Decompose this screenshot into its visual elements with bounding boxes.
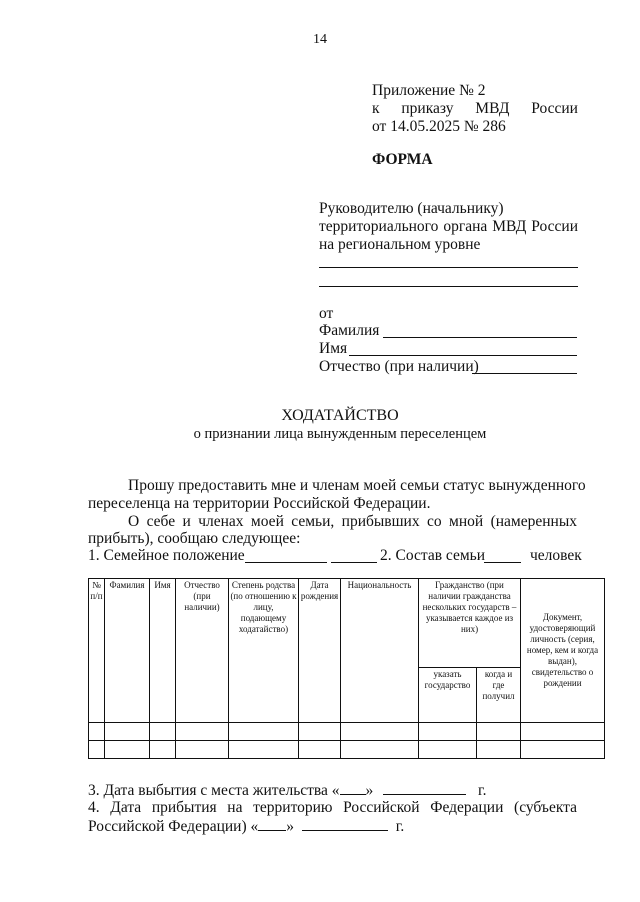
addressee-line-1: Руководителю (начальнику) [319,200,504,217]
table-cell[interactable] [341,741,419,759]
table-cell[interactable] [521,723,605,741]
family-size-label: 2. Состав семьи [380,547,486,564]
patronymic-field[interactable] [472,373,577,374]
arrival-day-field[interactable] [258,817,286,831]
departure-day-field[interactable] [340,781,366,795]
document-subtitle: о признании лица вынужденным переселенцем [193,426,487,442]
table-cell[interactable] [229,741,299,759]
table-cell[interactable] [477,741,521,759]
table-cell[interactable] [229,723,299,741]
header-document: Документ, удостоверяющий личность (серия, номер, кем и когда выдан), свидетельство о рождении [521,579,605,723]
header-surname: Фамилия [105,579,150,723]
addressee-blank-line-2[interactable] [319,286,578,287]
table-cell[interactable] [521,741,605,759]
header-name: Имя [150,579,176,723]
arrival-date-label: Российской Федерации) « [88,818,259,835]
table-cell[interactable] [150,723,176,741]
header-number: № п/п [89,579,105,723]
table-cell[interactable] [89,741,105,759]
table-cell[interactable] [89,723,105,741]
table-cell[interactable] [176,723,229,741]
name-label: Имя [319,340,348,357]
header-relation: Степень родства (по отношению к лицу, подающему ходатайство) [229,579,299,723]
form-label: ФОРМА [372,151,433,168]
arrival-year-suffix: г. [395,818,405,835]
arrival-date-line-1: 4. Дата прибытия на территорию Российской Федерации (субъекта [88,799,577,816]
table-cell[interactable] [299,741,341,759]
patronymic-label: Отчество (при наличии) [319,358,479,375]
arrival-date-close-quote: » [286,818,295,835]
departure-date-line [88,781,487,800]
header-citizenship-when: когда и где получил [477,668,521,723]
table-cell[interactable] [150,741,176,759]
addressee-line-3: на региональном уровне [319,236,481,253]
departure-year-suffix: г. [478,782,487,799]
table-cell[interactable] [341,723,419,741]
table-cell[interactable] [105,723,150,741]
page-number: 14 [313,32,327,47]
departure-month-field[interactable] [383,781,466,795]
paragraph-1-line-1: Прошу предоставить мне и членам моей семьи статус вынужденного [128,477,586,494]
header-patronymic: Отчество (при наличии) [176,579,229,723]
document-title: ХОДАТАЙСТВО [281,407,399,424]
arrival-month-field[interactable] [302,817,388,831]
surname-label: Фамилия [319,322,380,339]
paragraph-2-line-1: О себе и членах моей семьи, прибывших со мной (намеренных [128,513,577,530]
name-field[interactable] [349,355,577,356]
addressee-blank-line-1[interactable] [319,267,578,268]
table-cell[interactable] [105,741,150,759]
paragraph-2-line-2: прибыть), сообщаю следующее: [88,530,301,547]
table-row [89,723,605,741]
surname-field[interactable] [383,337,577,338]
appendix-order-line [372,100,578,118]
table-cell[interactable] [299,723,341,741]
appendix-word-russia: России [531,100,578,117]
header-birthdate: Дата рождения [299,579,341,723]
table-cell[interactable] [176,741,229,759]
table-cell[interactable] [477,723,521,741]
appendix-title: Приложение № 2 [372,82,486,99]
marital-status-field-2[interactable] [331,562,377,563]
appendix-word-order: приказу [401,100,454,117]
table-cell[interactable] [419,723,477,741]
marital-status-label: 1. Семейное положение [88,547,245,564]
appendix-date: от 14.05.2025 № 286 [372,118,506,135]
marital-status-field-1[interactable] [245,562,327,563]
header-nationality: Национальность [341,579,419,723]
header-citizenship: Гражданство (при наличии гражданства нескольких государств – указывается каждое из них) [419,579,521,668]
family-size-field[interactable] [484,562,521,563]
family-members-table [88,578,605,759]
family-size-unit: человек [530,547,582,564]
from-label: от [319,305,334,322]
table-cell[interactable] [419,741,477,759]
paragraph-1-line-2: переселенца на территории Российской Федерации. [88,495,431,512]
table-row [89,741,605,759]
arrival-date-line-2 [88,817,404,836]
appendix-word-mvd: МВД [475,100,510,117]
header-citizenship-state: указать государство [419,668,477,723]
departure-date-close-quote: » [365,782,374,799]
departure-date-label: 3. Дата выбытия с места жительства « [88,782,340,799]
addressee-line-2: территориального органа МВД России [319,218,578,235]
appendix-word-k: к [372,100,380,117]
